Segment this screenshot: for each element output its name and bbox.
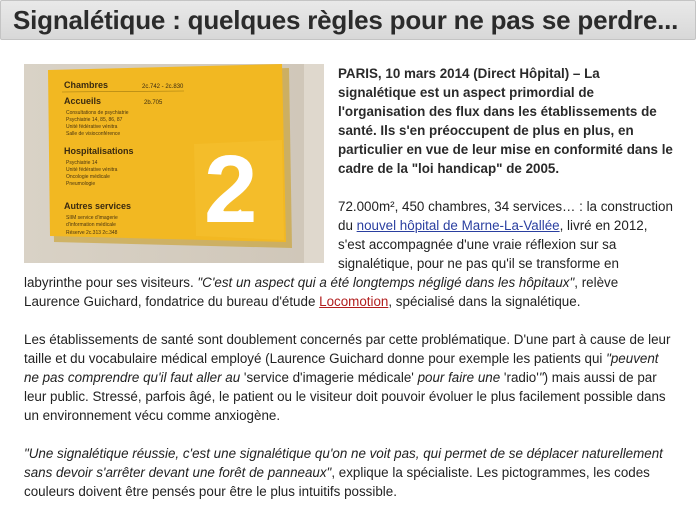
article-title-bar [0, 0, 696, 40]
sign-item: d'information médicale [66, 222, 116, 228]
sign-section-accueils: Accueils [64, 96, 102, 106]
p3-text-a: Les établissements de santé sont doublement concernés par cette problématique. D'une part à cause de leur taille et du vocabulaire médical employé (Laurence Guichard donne pour exemple les patients qui [24, 332, 671, 366]
p3-plain-1: 'service d'imagerie médicale' [243, 370, 414, 385]
p2-text-d: , spécialisé dans la signalétique. [388, 294, 581, 309]
p3-quote-3: " [538, 370, 544, 385]
sign-item: Psychiatrie 14, 85, 86, 87 [66, 117, 123, 123]
sign-reserve: Réserve 2c.313 2c.348 [66, 230, 118, 236]
locomotion-link[interactable]: Locomotion [319, 294, 389, 309]
sign-item: Salle de visioconférence [66, 131, 121, 137]
sign-item: Consultations de psychiatrie [66, 110, 129, 116]
sign-item: Psychiatrie 14 [66, 160, 98, 166]
p2-text-b: , livré en 2012, s'est accompagnée d'une vraie réflexion sur sa signalétique, pour ne pas qu'il se transforme en labyrinthe pour ses visiteurs. [24, 218, 648, 290]
p2-text-c: , relève Laurence Guichard, fondatrice du bureau d'étude [24, 275, 619, 309]
p4-quote: "Une signalétique réussie, c'est une signalétique qu'on ne voit pas, qui permet de se déplacer naturellement sans devoir s'arrêter devant une forêt de panneaux" [24, 446, 663, 480]
sign-item: SIIM service d'imagerie [66, 215, 118, 221]
p3-quote-2: pour faire une [413, 370, 504, 385]
sign-rooms: 2c.742 - 2c.830 [142, 84, 184, 90]
sign-item: Unité fédérative vénitra [66, 124, 118, 130]
p4-text-b: , explique la spécialiste. Les pictogrammes, les codes couleurs doivent être pensés pour être le plus intuitifs possible. [24, 465, 650, 499]
sign-item: Pneumologie [66, 181, 96, 187]
sign-heading: Chambres [64, 80, 109, 90]
p2-quote: "C'est un aspect qui a été longtemps négligé dans les hôpitaux" [197, 275, 575, 290]
sign-item: Unité fédérative vénitra [66, 167, 118, 173]
lead-text: PARIS, 10 mars 2014 (Direct Hôpital) – La signalétique est un aspect primordial de l'organisation des flux dans les établissements de santé. Ils s'en préoccupent de plus en plus, en particulier en vue de leur mise en conformité dans le cadre de la "loi handicap" de 2005. [338, 66, 673, 176]
article-photo [24, 64, 324, 263]
p3-plain-2: 'radio' [503, 370, 539, 385]
wall-edge [304, 64, 324, 263]
paragraph-3 [24, 330, 674, 425]
signage-illustration [24, 64, 324, 263]
p3-text-b: ) mais aussi de par leur public. Stressé, parfois âgé, le patient ou le visiteur doit pouvoir évoluer le plus facilement possible dans un environnement vécu comme anxiogène. [24, 370, 666, 423]
sign-section-hospitalisations: Hospitalisations [64, 146, 134, 156]
paragraph-4 [24, 444, 674, 501]
sign-item: Oncologie médicale [66, 174, 110, 180]
article-body [24, 64, 674, 520]
p3-quote-1: "peuvent ne pas comprendre qu'il faut aller au [24, 351, 659, 385]
article-title: Signalétique : quelques règles pour ne pas se perdre... [13, 5, 679, 35]
hospital-link[interactable]: nouvel hôpital de Marne-La-Vallée [356, 218, 560, 233]
sign-section-autres: Autres services [64, 201, 132, 211]
p2-text-a: 72.000m², 450 chambres, 34 services… : la construction du [338, 199, 673, 233]
sign-floor-number: 2 [204, 136, 258, 243]
sign-section-accueils-room: 2b.705 [144, 100, 163, 106]
